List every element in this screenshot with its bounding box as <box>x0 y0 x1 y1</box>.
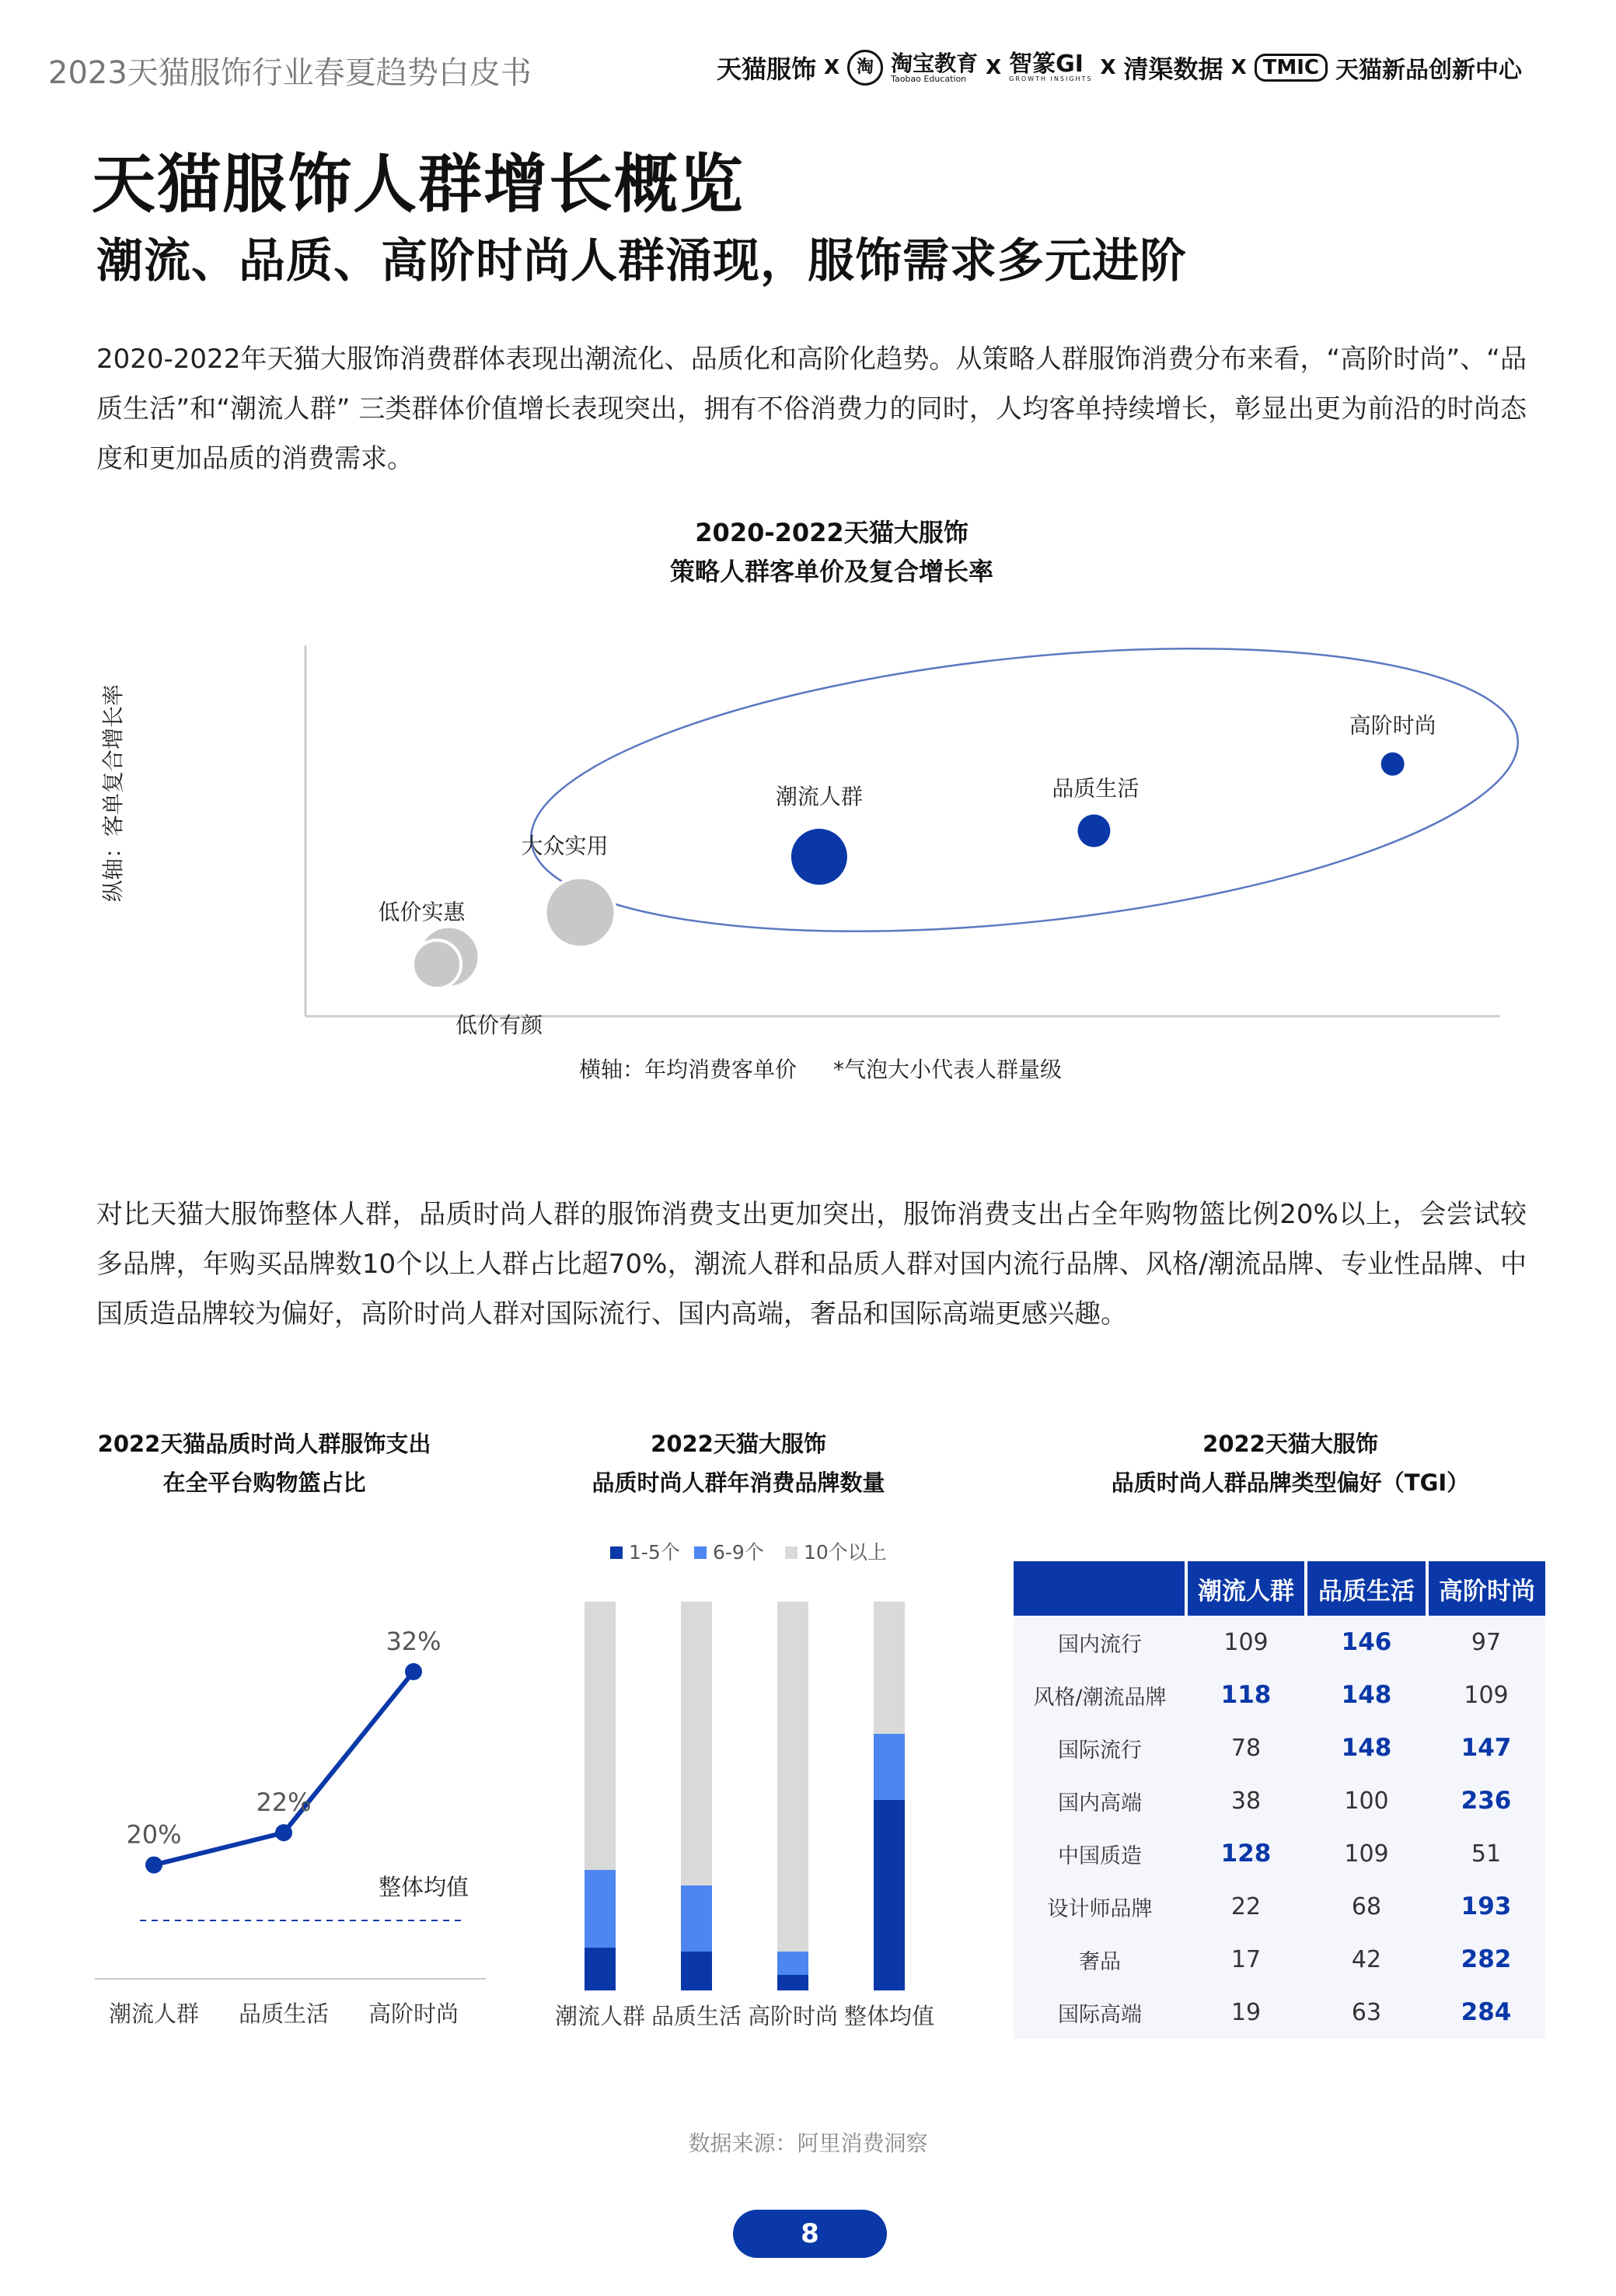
tgi-row-label: 国际高端 <box>1058 2002 1142 2027</box>
bubble-size-note: *气泡大小代表人群量级 <box>833 1057 1063 1082</box>
stacked-bar-segment <box>777 1602 808 1952</box>
tgi-row <box>1014 1616 1545 1669</box>
stacked-bar-segment <box>874 1602 905 1734</box>
taobao-badge-icon: 淘 <box>847 50 883 86</box>
basket-share-line-chart <box>78 1555 513 2053</box>
share-point <box>145 1857 162 1874</box>
partner-logo-bar <box>717 48 1522 87</box>
bubble-chart-title-line2: 策略人群客单价及复合增长率 <box>669 557 993 586</box>
legend-label: 10个以上 <box>804 1541 887 1564</box>
stacked-bar-segment <box>681 1602 712 1885</box>
tgi-row-label: 国内高端 <box>1058 1791 1142 1815</box>
bar-category-label: 品质生活 <box>651 2003 742 2029</box>
bubble-point <box>413 940 461 988</box>
report-title: 2023天猫服饰行业春夏趋势白皮书 <box>48 55 532 91</box>
tgi-cell: 109 <box>1344 1840 1389 1868</box>
stacked-bar-segment <box>874 1734 905 1800</box>
bubble-point <box>791 829 847 885</box>
tgi-cell: 19 <box>1230 1998 1262 2026</box>
insight-paragraph: 对比天猫大服饰整体人群，品质时尚人群的服饰消费支出更加突出，服饰消费支出占全年购物篮比例20%以上，会尝试较多品牌，年购买品牌数10个以上人群占比超70%，潮流人群和品质人群对国内流行品牌、风格/潮流品牌、专业性品牌、中国质造品牌较为偏好，高阶时尚人群对国际流行、国内高端，奢品和国际高端更感兴趣。 <box>96 1199 1527 1330</box>
overall-average-label: 整体均值 <box>378 1874 469 1900</box>
legend-label: 1-5个 <box>629 1541 680 1564</box>
tgi-row <box>1014 1774 1545 1827</box>
tmic-logo: TMIC <box>1255 54 1328 82</box>
stacked-bar-segment <box>681 1952 712 1990</box>
stacked-bar-title <box>536 1424 941 1502</box>
stacked-bar-title-line2: 品质时尚人群年消费品牌数量 <box>592 1470 885 1496</box>
tgi-row <box>1014 1827 1545 1880</box>
bubble-point-label: 潮流人群 <box>775 783 863 809</box>
separator-x-icon: X <box>1100 56 1116 79</box>
data-source-note: 数据来源：阿里消费洞察 <box>688 2130 928 2156</box>
tmic-name: 天猫新品创新中心 <box>1335 57 1522 84</box>
taobao-education-logo: 淘宝教育 Taobao Education <box>891 50 979 84</box>
page-title: 天猫服饰人群增长概览 <box>92 148 745 222</box>
page-number: 8 <box>733 2210 887 2258</box>
tgi-cell: 146 <box>1341 1628 1392 1656</box>
share-value-label: 22% <box>256 1788 312 1818</box>
brand-count-stacked-bar-chart <box>536 1524 956 2053</box>
tgi-row <box>1014 1933 1545 1986</box>
tgi-table-title-line1: 2022天猫大服饰 <box>1202 1431 1378 1457</box>
tgi-cell: 282 <box>1461 1945 1512 1973</box>
bubble-y-label: 纵轴：客单复合增长率 <box>100 683 126 903</box>
bubble-point <box>1381 753 1405 776</box>
line-category-label: 潮流人群 <box>108 2001 200 2027</box>
bar-category-label: 潮流人群 <box>554 2003 646 2029</box>
tgi-cell: 100 <box>1344 1787 1389 1815</box>
stacked-bar-segment <box>585 1948 616 1990</box>
bubble-point-label: 大众实用 <box>521 833 609 859</box>
tgi-cell: 118 <box>1220 1681 1272 1709</box>
line-chart-title-line2: 在全平台购物篮占比 <box>162 1470 366 1496</box>
stacked-bar-title-line1: 2022天猫大服饰 <box>651 1431 826 1457</box>
tgi-header-quality: 品质生活 <box>1306 1561 1427 1616</box>
bubble-point-label: 低价实惠 <box>378 899 466 925</box>
stacked-bar-segment <box>585 1870 616 1948</box>
tgi-cell: 236 <box>1461 1787 1512 1815</box>
tgi-row-label: 中国质造 <box>1058 1843 1142 1868</box>
share-value-label: 20% <box>126 1819 182 1850</box>
tgi-cell: 68 <box>1351 1892 1382 1920</box>
separator-x-icon: X <box>1230 56 1247 79</box>
bubble-point-label: 品质生活 <box>1052 775 1140 802</box>
tgi-row <box>1014 1986 1545 2039</box>
tgi-cell: 97 <box>1471 1628 1502 1656</box>
stacked-bar-segment <box>681 1885 712 1952</box>
tgi-cell: 17 <box>1230 1945 1262 1973</box>
tgi-cell: 148 <box>1341 1734 1392 1762</box>
stacked-bar-segment <box>777 1975 808 1990</box>
bar-category-label: 整体均值 <box>843 2003 935 2029</box>
strategic-group-ellipse <box>518 622 1532 973</box>
bubble-point <box>546 877 616 947</box>
stacked-bar-segment <box>874 1800 905 1990</box>
bubble-chart <box>0 622 1616 1112</box>
tgi-row-label: 国内流行 <box>1058 1632 1142 1657</box>
share-value-label: 32% <box>386 1627 442 1656</box>
tgi-header-blank <box>1014 1561 1186 1616</box>
tgi-table-title-line2: 品质时尚人群品牌类型偏好（TGI） <box>1111 1470 1470 1496</box>
tgi-row <box>1014 1721 1545 1774</box>
zhizhuan-logo: 智篆GI GROWTH INSIGHTS <box>1009 51 1093 82</box>
tgi-table-title <box>1042 1424 1539 1502</box>
tgi-cell: 147 <box>1461 1734 1512 1762</box>
bubble-chart-title-line1: 2020-2022天猫大服饰 <box>695 518 969 547</box>
tgi-row <box>1014 1880 1545 1933</box>
stacked-bar-segment <box>585 1602 616 1870</box>
tgi-row-label: 国际流行 <box>1058 1738 1142 1763</box>
tgi-table-body <box>1014 1616 1545 2039</box>
legend-swatch <box>610 1546 623 1559</box>
bubble-point-label: 低价有颜 <box>455 1012 543 1039</box>
tgi-cell: 109 <box>1464 1681 1509 1709</box>
tgi-cell: 42 <box>1351 1945 1382 1973</box>
separator-x-icon: X <box>824 56 840 79</box>
legend-label: 6-9个 <box>713 1541 764 1564</box>
bubble-point <box>1077 815 1110 847</box>
tgi-row-label: 奢品 <box>1079 1949 1121 1974</box>
tgi-cell: 51 <box>1471 1840 1502 1868</box>
intro-paragraph: 2020-2022年天猫大服饰消费群体表现出潮流化、品质化和高阶化趋势。从策略人群服饰消费分布来看，“高阶时尚”、“品质生活”和“潮流人群” 三类群体价值增长表现突出，拥有不俗消费力的同时，人均客单持续增长，彰显出更为前沿的时尚态度和更加品质的消费需求。 <box>96 344 1527 474</box>
share-point <box>275 1824 292 1841</box>
line-category-label: 高阶时尚 <box>368 2001 459 2027</box>
bar-category-label: 高阶时尚 <box>747 2003 839 2029</box>
stacked-bar-segment <box>777 1952 808 1975</box>
tgi-cell: 284 <box>1461 1998 1512 2026</box>
separator-x-icon: X <box>986 56 1002 79</box>
page-subtitle: 潮流、品质、高阶时尚人群涌现，服饰需求多元进阶 <box>96 234 1187 288</box>
tgi-cell: 63 <box>1351 1998 1382 2026</box>
bubble-chart-title <box>536 513 1127 591</box>
qingqu-data-logo: 清渠数据 <box>1123 54 1223 84</box>
tgi-cell: 78 <box>1230 1734 1262 1762</box>
tgi-table-wrapper <box>1014 1561 1545 2039</box>
bubble-point-label: 高阶时尚 <box>1349 712 1436 739</box>
tmall-apparel-logo: 天猫服饰 <box>717 54 817 84</box>
tgi-cell: 128 <box>1220 1840 1272 1868</box>
line-category-label: 品质生活 <box>238 2001 330 2027</box>
tgi-row <box>1014 1669 1545 1721</box>
legend-swatch <box>694 1546 707 1559</box>
tgi-header-premium: 高阶时尚 <box>1427 1561 1545 1616</box>
tgi-row-label: 风格/潮流品牌 <box>1033 1685 1167 1710</box>
tgi-header-trend: 潮流人群 <box>1186 1561 1306 1616</box>
share-point <box>405 1663 422 1680</box>
tgi-cell: 22 <box>1230 1892 1262 1920</box>
legend-swatch <box>785 1546 798 1559</box>
bubble-x-label: 横轴：年均消费客单价 <box>579 1057 798 1082</box>
tgi-cell: 148 <box>1341 1681 1392 1709</box>
tgi-cell: 38 <box>1230 1787 1262 1815</box>
tgi-table <box>1014 1561 1545 2039</box>
tgi-cell: 193 <box>1461 1892 1512 1920</box>
line-chart-title-line1: 2022天猫品质时尚人群服饰支出 <box>97 1431 431 1457</box>
tgi-cell: 109 <box>1223 1628 1269 1656</box>
tgi-header-row <box>1014 1561 1545 1616</box>
tgi-row-label: 设计师品牌 <box>1047 1896 1153 1921</box>
line-chart-title <box>62 1424 466 1502</box>
